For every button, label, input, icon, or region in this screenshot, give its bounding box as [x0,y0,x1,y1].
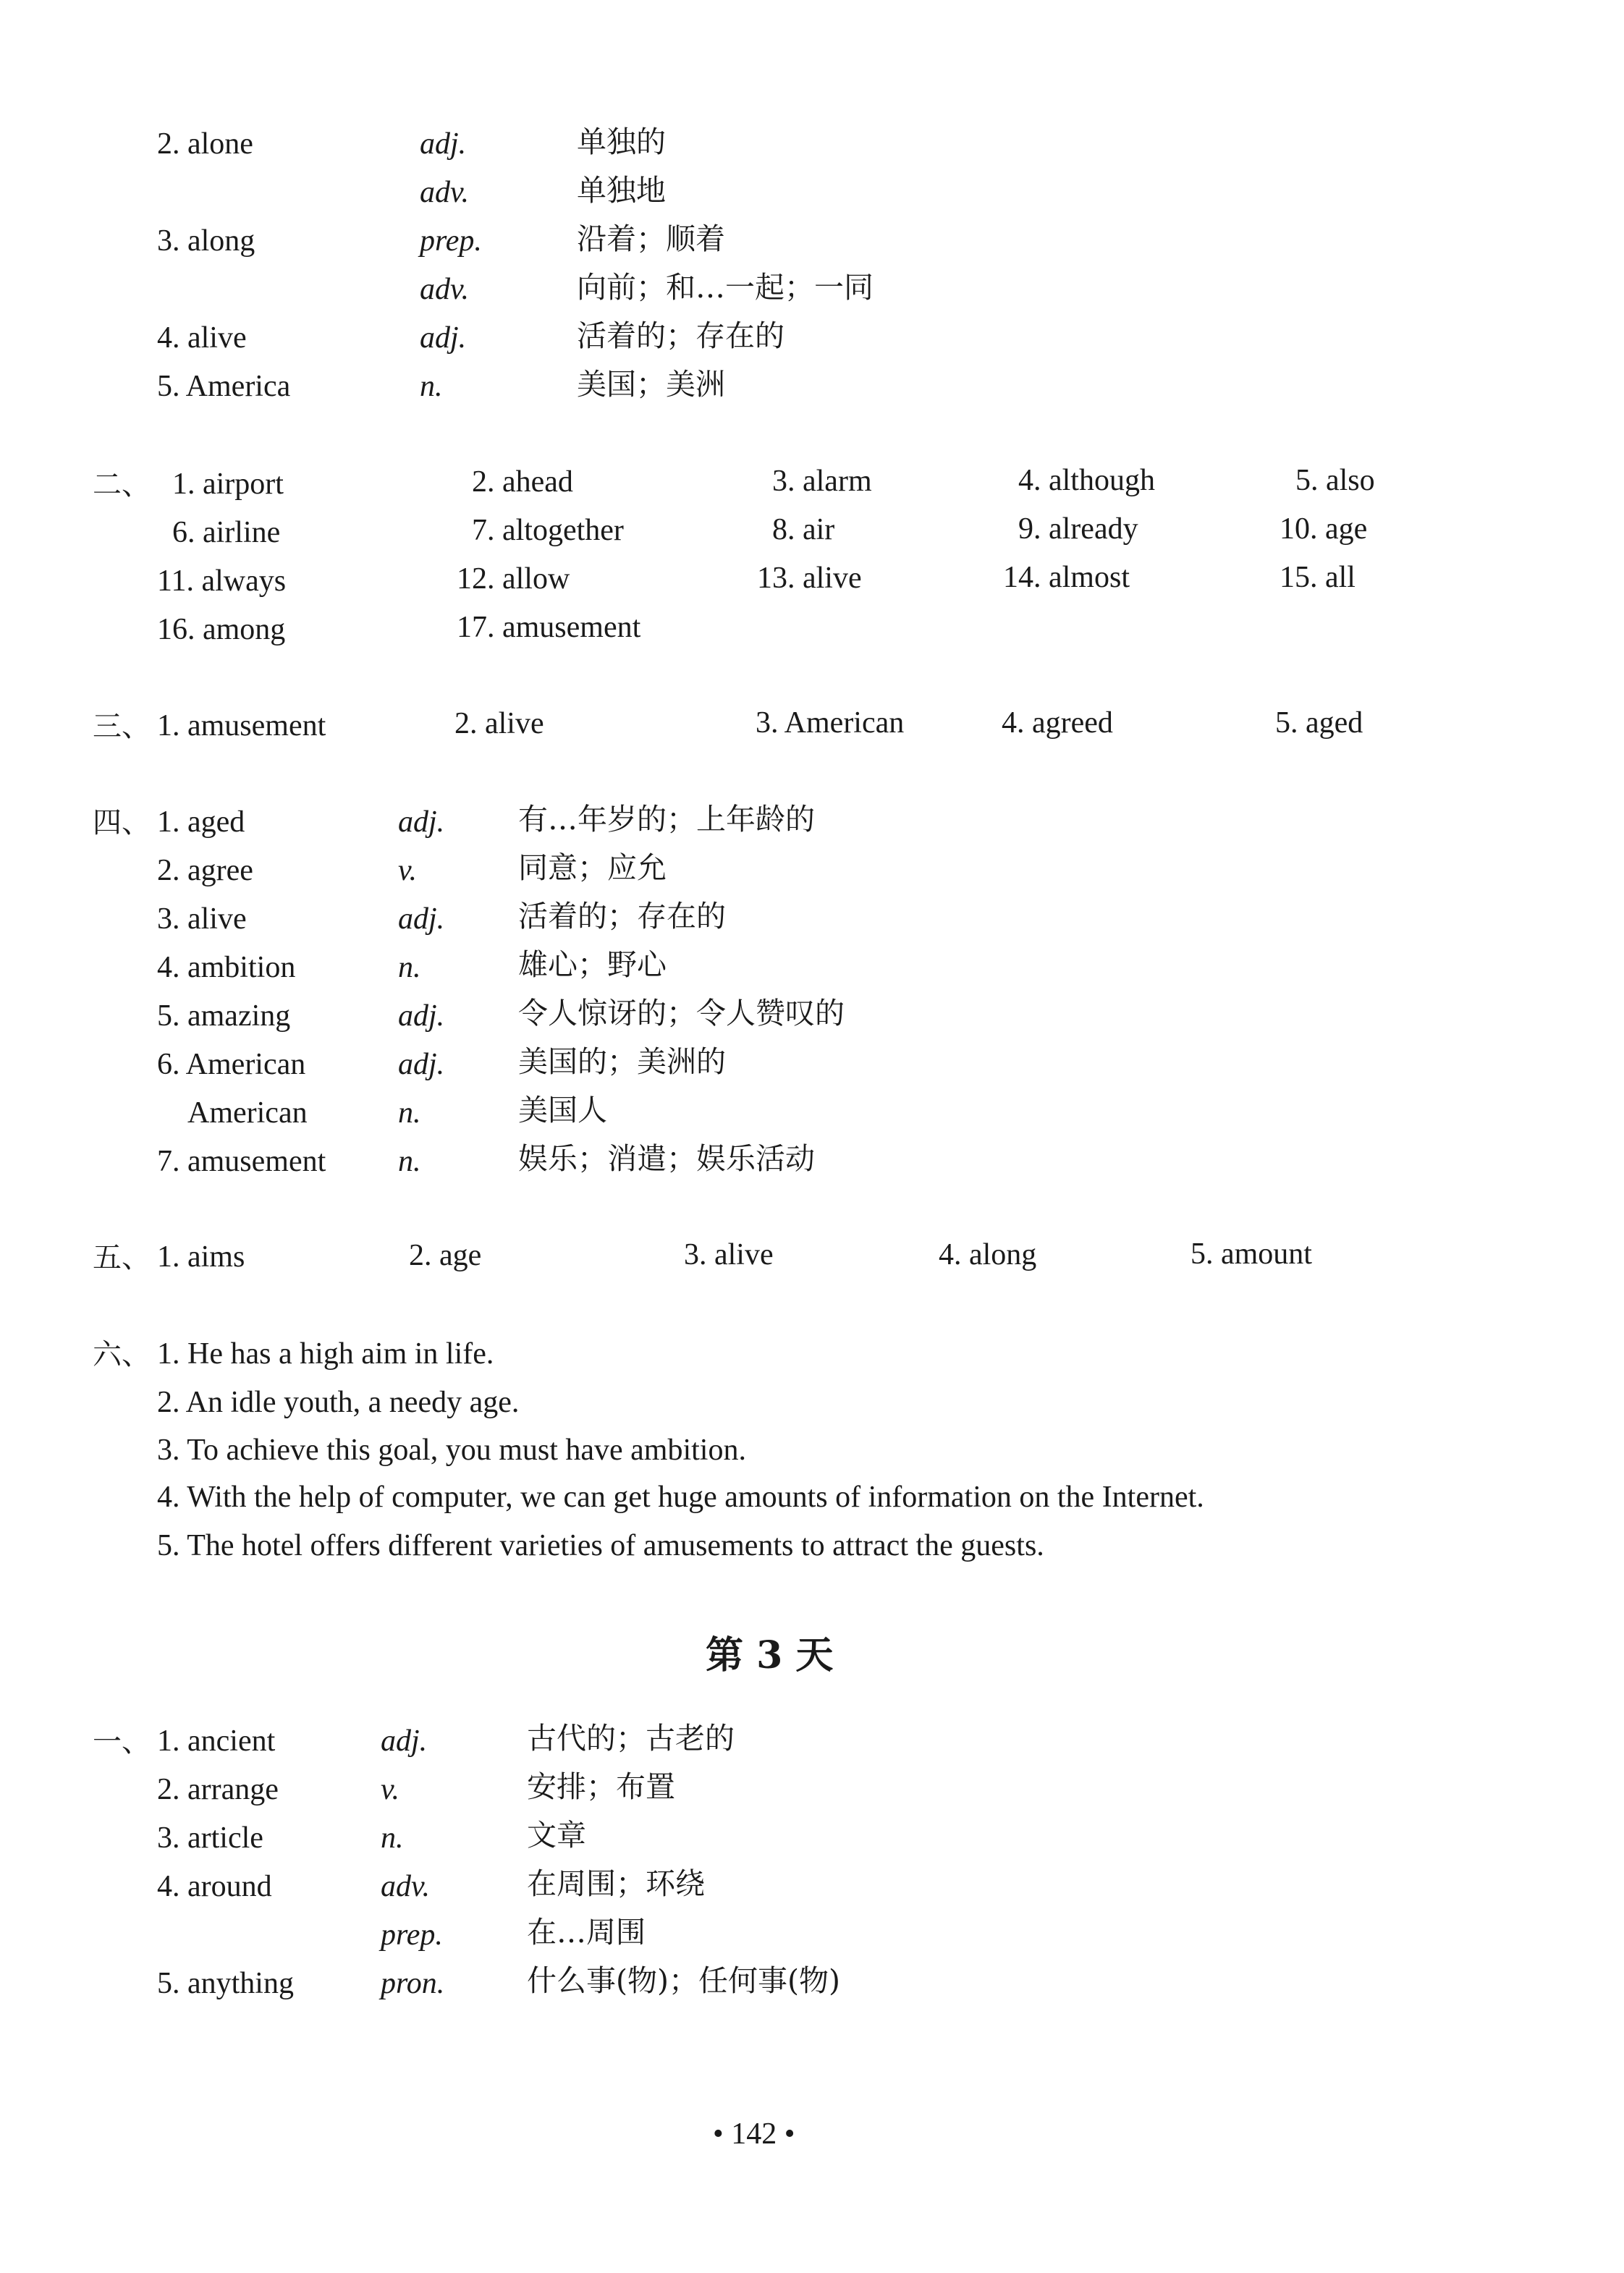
part-of-speech: prep. [381,1918,443,1952]
answer-item: 2. ahead [472,465,573,499]
answer-item: 1. amusement [157,709,326,742]
answer-item: 3. American [756,706,905,740]
sentence: 1. He has a high aim in life. [157,1337,494,1371]
meaning: 沿着；顺着 [577,221,725,256]
answer-item: 4. along [939,1238,1037,1271]
sentence: 5. The hotel offers different varieties of amusements to attract the guests. [157,1529,1044,1562]
word: 5. anything [157,1967,294,2000]
answer-item: 10. age [1280,512,1368,546]
word: 3. article [157,1821,263,1855]
answer-item: 16. among [157,613,286,646]
meaning: 有…年岁的；上年龄的 [518,802,815,837]
word: 5. America [157,370,291,403]
word: 2. agree [157,854,253,887]
answer-item: 5. aged [1275,706,1363,740]
meaning: 同意；应允 [518,850,667,885]
part-of-speech: adv. [420,176,470,209]
sentence: 4. With the help of computer, we can get huge amounts of information on the Internet. [157,1481,1204,1514]
answer-item: 4. although [1018,464,1155,497]
part-of-speech: pron. [381,1967,445,2000]
meaning: 令人惊讶的；令人赞叹的 [518,996,845,1030]
meaning: 美国的；美洲的 [518,1044,726,1079]
part-of-speech: adj. [420,127,467,161]
word: American [187,1096,308,1130]
answer-item: 4. agreed [1002,706,1113,740]
part-of-speech: adj. [381,1724,428,1758]
answer-item: 9. already [1018,512,1138,546]
word: 2. arrange [157,1773,279,1806]
section-marker: 二、 [93,468,151,501]
meaning: 古代的；古老的 [527,1721,735,1756]
meaning: 什么事(物)；任何事(物) [527,1963,840,1998]
meaning: 向前；和…一起；一同 [577,270,874,305]
answer-item: 6. airline [172,516,281,549]
answer-item: 8. air [772,513,835,546]
meaning: 娱乐；消遣；娱乐活动 [518,1141,815,1176]
sentence: 3. To achieve this goal, you must have ambition. [157,1434,746,1467]
answer-item: 3. alarm [772,465,872,498]
section-marker: 四、 [93,806,151,839]
day-heading: 第 3 天 [706,1633,834,1677]
section-marker: 一、 [93,1725,151,1758]
answer-item: 17. amusement [457,611,641,644]
page-number [713,2119,795,2149]
answer-item: 5. amount [1190,1237,1312,1271]
answer-item: 7. altogether [472,514,624,547]
page-number-bullet-right: • [784,2117,795,2151]
part-of-speech: v. [381,1773,400,1806]
word: 4. ambition [157,951,296,984]
page-number-bullet-left: • [713,2117,724,2151]
word: 1. ancient [157,1724,276,1758]
answer-item: 1. aims [157,1240,245,1274]
meaning: 美国人 [518,1093,607,1127]
part-of-speech: n. [398,1145,421,1178]
part-of-speech: adj. [398,805,445,839]
meaning: 雄心；野心 [518,947,667,982]
answer-item: 13. alive [757,562,862,595]
word: 4. alive [157,321,247,355]
answer-item: 5. also [1295,464,1375,497]
meaning: 文章 [527,1818,586,1853]
part-of-speech: adj. [398,1048,445,1081]
word: 5. amazing [157,999,291,1033]
part-of-speech: n. [420,370,443,403]
meaning: 在周围；环绕 [527,1866,705,1901]
word: 3. alive [157,902,247,936]
word: 4. around [157,1870,272,1903]
part-of-speech: prep. [420,224,482,258]
word: 2. alone [157,127,253,161]
part-of-speech: n. [381,1821,404,1855]
page-number-value: 142 [731,2117,777,2151]
part-of-speech: adj. [398,902,445,936]
part-of-speech: adj. [398,999,445,1033]
answer-item: 2. age [409,1239,482,1272]
meaning: 美国；美洲 [577,367,725,402]
sentence: 2. An idle youth, a needy age. [157,1386,520,1419]
answer-item: 12. allow [457,562,570,596]
answer-item: 11. always [157,564,287,598]
meaning: 在…周围 [527,1915,646,1950]
meaning: 单独地 [577,173,666,208]
word: 6. American [157,1048,306,1081]
word: 1. aged [157,805,245,839]
section-marker: 六、 [93,1338,151,1371]
meaning: 活着的；存在的 [577,318,784,353]
part-of-speech: n. [398,1096,421,1130]
answer-item: 1. airport [172,467,284,501]
meaning: 单独的 [577,124,666,159]
part-of-speech: adv. [420,273,470,306]
meaning: 活着的；存在的 [518,899,726,934]
part-of-speech: adj. [420,321,467,355]
answer-item: 15. all [1280,561,1356,594]
word: 7. amusement [157,1145,326,1178]
answer-item: 3. alive [684,1238,774,1271]
answer-item: 14. almost [1003,561,1130,594]
answer-item: 2. alive [454,707,544,740]
section-marker: 五、 [93,1241,151,1274]
part-of-speech: n. [398,951,421,984]
part-of-speech: adv. [381,1870,431,1903]
section-marker: 三、 [93,710,151,743]
meaning: 安排；布置 [527,1769,675,1804]
part-of-speech: v. [398,854,418,887]
word: 3. along [157,224,255,258]
